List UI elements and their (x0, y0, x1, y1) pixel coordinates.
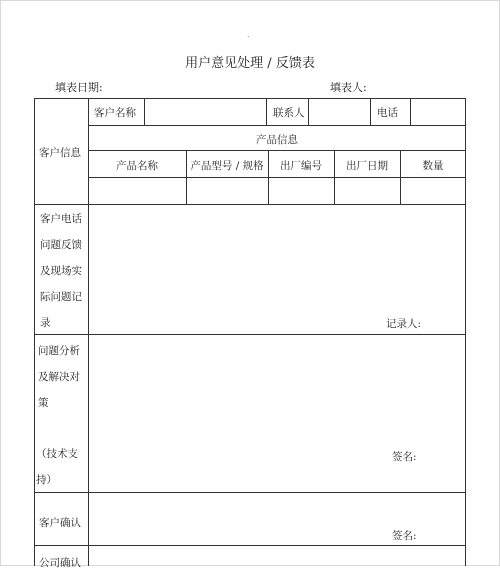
filler-label: 填表人: (330, 81, 367, 94)
contact-value-divider (370, 98, 371, 125)
analysis-section-label (38, 338, 92, 416)
feedback-label-line: 问题反馈 (40, 239, 82, 251)
support-label-line: 持） (36, 474, 57, 486)
feedback-label-line: 及现场实 (40, 265, 82, 277)
company-confirm-label: 公司确认 (39, 557, 81, 569)
phone-label: 电话 (377, 107, 398, 119)
feedback-record-area[interactable] (89, 205, 465, 334)
product-model-header: 产品型号 / 规格 (190, 160, 264, 172)
customer-name-field[interactable] (145, 98, 266, 125)
customer-name-label: 客户名称 (94, 107, 136, 119)
contact-person-field[interactable] (309, 98, 370, 125)
analysis-label-line: 问题分析 (38, 345, 80, 357)
support-label-line: （技术支 (36, 448, 78, 460)
customer-confirm-label: 客户确认 (39, 517, 81, 529)
analysis-signature-label: 签名: (392, 451, 417, 463)
analysis-solution-area[interactable] (89, 335, 465, 492)
manufacture-date-header: 出厂日期 (346, 160, 388, 172)
feedback-label-line: 录 (40, 317, 51, 329)
serial-number-header: 出厂编号 (280, 160, 322, 172)
product-header-row-bottom-line (88, 177, 466, 178)
phone-field[interactable] (411, 98, 465, 125)
analysis-label-line: 及解决对 (38, 371, 80, 383)
product-info-row-bottom-line (88, 150, 466, 151)
header-dot: . (247, 30, 250, 39)
feedback-section-label (40, 206, 94, 336)
page-title: 用户意见处理 / 反馈表 (185, 56, 315, 71)
product-info-label: 产品信息 (256, 134, 298, 146)
technical-support-label (36, 441, 90, 493)
feedback-label-line: 客户电话 (40, 213, 82, 225)
form-left-border (34, 98, 35, 566)
recorder-label: 记录人: (386, 318, 422, 330)
feedback-form (34, 98, 466, 569)
customer-info-label: 客户信息 (39, 147, 81, 159)
feedback-label-line: 际问题记 (40, 291, 82, 303)
name-value-divider (266, 98, 267, 125)
name-row-bottom-line (88, 125, 466, 126)
product-name-header: 产品名称 (116, 160, 158, 172)
fill-date-label: 填表日期: (55, 81, 103, 94)
quantity-header: 数量 (422, 160, 444, 172)
company-confirm-area[interactable] (89, 546, 465, 566)
analysis-label-line: 策 (38, 397, 49, 409)
contact-person-label: 联系人 (273, 107, 305, 119)
customer-signature-label: 签名: (392, 530, 417, 542)
